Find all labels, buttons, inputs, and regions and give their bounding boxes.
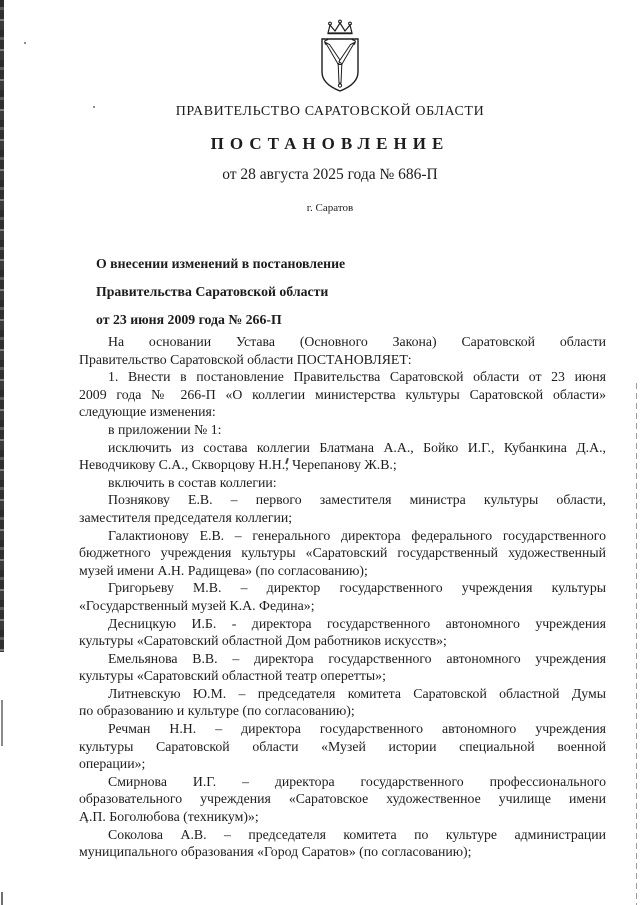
document-subject: [96, 250, 576, 334]
body-line: На основании Устава (Основного Закона) Саратовской области: [108, 334, 606, 349]
body-line: образовательного учреждения «Саратовское художественное училище имени: [79, 791, 606, 807]
body-line: заместителя председателя коллегии;: [79, 509, 293, 525]
body-line: 2009 года № 266-П «О коллегии министерства культуры Саратовской области»: [79, 386, 606, 402]
body-paragraph: [79, 826, 606, 861]
body-line: бюджетного учреждения культуры «Саратовский государственный художественный: [79, 545, 606, 561]
body-paragraph: [79, 421, 606, 439]
body-paragraph: [79, 615, 606, 650]
body-line: по образованию и культуре (по согласованию);: [79, 703, 355, 719]
body-line: включить в состав коллегии:: [108, 474, 277, 490]
body-line: Смирнова И.Г. – директора государственного профессионального: [108, 773, 606, 789]
body-paragraph: [79, 685, 606, 720]
body-line: Литневскую Ю.М. – председателя комитета Саратовской областной Думы: [108, 685, 606, 701]
document-date-number: от 28 августа 2025 года № 686-П: [222, 166, 438, 183]
body-paragraph: [79, 773, 606, 826]
document-type-title: ПОСТАНОВЛЕНИЕ: [210, 134, 450, 153]
body-paragraph: [79, 650, 606, 685]
body-line: Речман Н.Н. – директора государственного автономного учреждения: [108, 721, 606, 737]
body-line: культуры Саратовской области «Музей истории специальной военной: [79, 738, 606, 754]
body-line: исключить из состава коллегии Блатмана А.А., Бойко И.Г., Кубанкина Д.А.,: [108, 439, 606, 455]
body-paragraph: [79, 474, 606, 492]
body-paragraph: [79, 579, 606, 614]
subject-line: О внесении изменений в постановление: [96, 256, 346, 271]
body-paragraph: [79, 720, 606, 773]
body-paragraph: [79, 439, 606, 474]
body-paragraph: [79, 333, 606, 368]
body-line: Неводчикову С.А., Скворцову Н.Н., Черепанову Ж.В.;: [79, 457, 397, 473]
body-paragraph: [79, 491, 606, 526]
subject-line: Правительства Саратовской области: [96, 284, 329, 299]
body-paragraph: [79, 527, 606, 580]
body-line: Познякову Е.В. – первого заместителя министра культуры области,: [108, 492, 606, 508]
body-line: музей имени А.Н. Радищева» (по согласованию);: [79, 562, 368, 578]
body-line: Григорьеву М.В. – директор государственного учреждения культуры: [108, 580, 606, 596]
document-body: [79, 333, 606, 861]
scan-edge-artifact-left: [0, 0, 4, 652]
body-line: Десницкую И.Б. - директора государственного автономного учреждения: [108, 615, 606, 631]
scan-edge-artifact-right: [636, 383, 637, 905]
body-line: культуры «Саратовский областной Дом работников искусств»;: [79, 633, 447, 649]
body-line: муниципального образования «Город Саратов» (по согласованию);: [79, 844, 472, 860]
body-line: операции»;: [79, 756, 146, 772]
body-line: следующие изменения:: [79, 404, 216, 420]
subject-line: от 23 июня 2009 года № 266-П: [96, 312, 282, 327]
saratov-coat-of-arms-icon: [317, 19, 363, 99]
body-paragraph: [79, 368, 606, 421]
body-line: Галактионову Е.В. – генерального директора федерального государственного: [108, 527, 606, 543]
org-name: ПРАВИТЕЛЬСТВО САРАТОВСКОЙ ОБЛАСТИ: [175, 104, 485, 119]
body-line: в приложении № 1:: [108, 421, 222, 437]
scan-edge-artifact-left: [1, 892, 3, 905]
body-line: «Государственный музей К.А. Федина»;: [79, 597, 315, 613]
body-line: Соколова А.В. – председателя комитета по культуре администрации: [108, 826, 606, 842]
body-line: культуры «Саратовский областной театр оперетты»;: [79, 668, 386, 684]
scan-edge-artifact-left: [1, 700, 3, 746]
body-line: Правительство Саратовской области ПОСТАНОВЛЯЕТ:: [79, 351, 412, 367]
body-line: Емельянова В.В. – директора государственного автономного учреждения: [108, 650, 606, 666]
body-line: 1. Внести в постановление Правительства Саратовской области от 23 июня: [108, 369, 606, 385]
scan-speck: [24, 42, 26, 44]
document-city: г. Саратов: [306, 202, 354, 214]
body-line: А.П. Боголюбова (техникум)»;: [79, 809, 259, 825]
